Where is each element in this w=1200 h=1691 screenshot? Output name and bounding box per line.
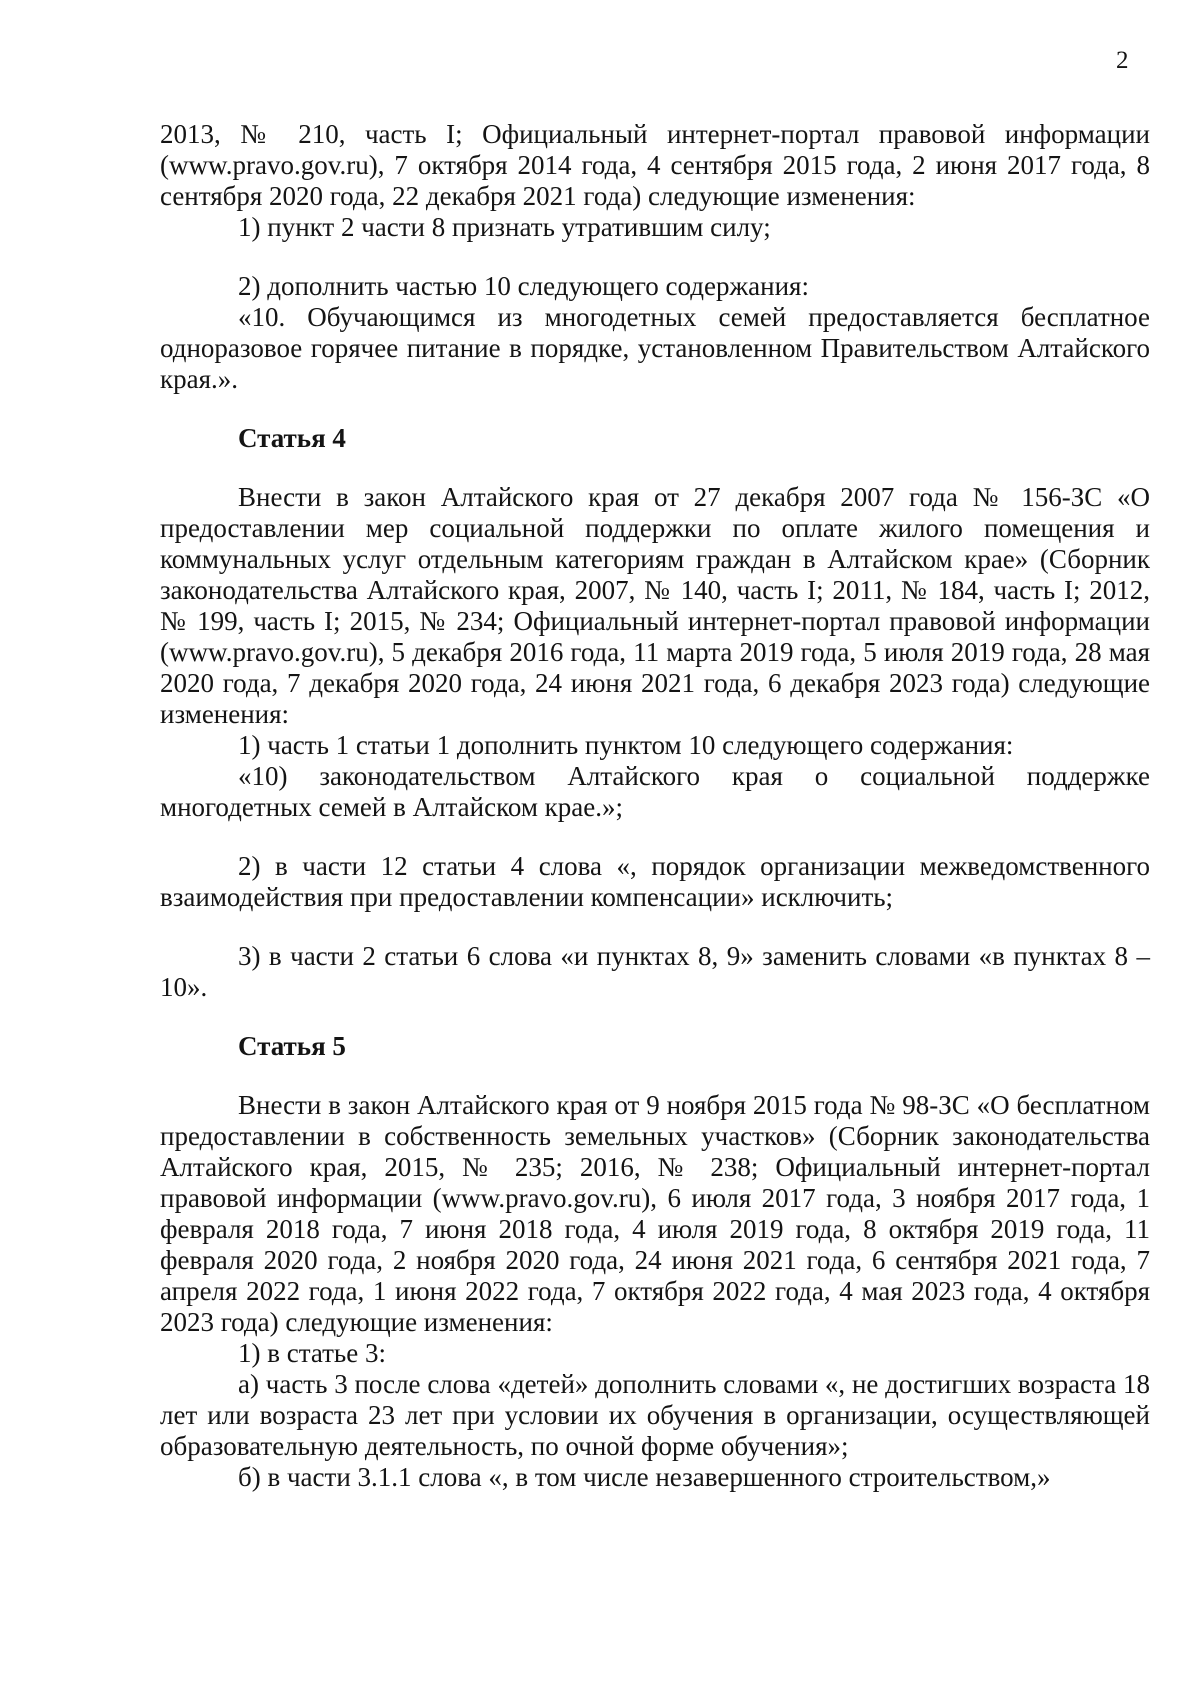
article-4-item-3: 3) в части 2 статьи 6 слова «и пунктах 8, 9» заменить словами «в пунктах 8 – 10». <box>160 941 1150 1002</box>
intro-paragraph-continuation: 2013, № 210, часть I; Официальный интернет-портал правовой информации (www.pravo.gov.ru), 7 октября 2014 года, 4 сентября 2015 года, 2 июня 2017 года, 8 сентября 2020 года, 22 декабря 2021 года) следующие изменения: <box>160 119 1150 211</box>
article-4-paragraph: Внести в закон Алтайского края от 27 декабря 2007 года № 156-ЗС «О предоставлении мер социальной поддержки по оплате жилого помещения и коммунальных услуг отдельным категориям граждан в Алтайском крае» (Сборник законодательства Алтайского края, 2007, № 140, часть I; 2011, № 184, часть I; 2012, № 199, часть I; 2015, № 234; Официальный интернет-портал правовой информации (www.pravo.gov.ru), 5 декабря 2016 года, 11 марта 2019 года, 5 июля 2019 года, 28 мая 2020 года, 7 декабря 2020 года, 24 июня 2021 года, 6 декабря 2023 года) следующие изменения: <box>160 482 1150 729</box>
article-5-paragraph: Внести в закон Алтайского края от 9 ноября 2015 года № 98-ЗС «О бесплатном предоставлении в собственность земельных участков» (Сборник законодательства Алтайского края, 2015, № 235; 2016, № 238; Официальный интернет-портал правовой информации (www.pravo.gov.ru), 6 июля 2017 года, 3 ноября 2017 года, 1 февраля 2018 года, 7 июня 2018 года, 4 июля 2019 года, 8 октября 2019 года, 11 февраля 2020 года, 2 ноября 2020 года, 24 июня 2021 года, 6 сентября 2021 года, 7 апреля 2022 года, 1 июня 2022 года, 7 октября 2022 года, 4 мая 2023 года, 4 октября 2023 года) следующие изменения: <box>160 1090 1150 1337</box>
article-4-item-1: 1) часть 1 статьи 1 дополнить пунктом 10 следующего содержания: <box>238 730 1014 760</box>
intro-item-2: 2) дополнить частью 10 следующего содержания: <box>238 271 809 301</box>
article-5-item-b: б) в части 3.1.1 слова «, в том числе незавершенного строительством,» <box>238 1462 1051 1492</box>
intro-quote-10: «10. Обучающимся из многодетных семей предоставляется бесплатное одноразовое горячее питание в порядке, установленном Правительством Алтайского края.». <box>160 302 1150 394</box>
article-5-item-a: а) часть 3 после слова «детей» дополнить словами «, не достигших возраста 18 лет или возраста 23 лет при условии их обучения в организации, осуществляющей образовательную деятельность, по очной форме обучения»; <box>160 1369 1150 1461</box>
article-4-quote: «10) законодательством Алтайского края о социальной поддержке многодетных семей в Алтайском крае.»; <box>160 761 1150 822</box>
page-number: 2 <box>1116 47 1129 74</box>
article-5-item-1: 1) в статье 3: <box>238 1338 386 1368</box>
intro-item-1: 1) пункт 2 части 8 признать утратившим силу; <box>238 212 771 242</box>
article-4-heading: Статья 4 <box>238 423 346 453</box>
article-5-heading: Статья 5 <box>238 1031 346 1061</box>
document-body <box>160 119 1150 1493</box>
article-4-item-2: 2) в части 12 статьи 4 слова «, порядок организации межведомственного взаимодействия при предоставлении компенсации» исключить; <box>160 851 1150 912</box>
